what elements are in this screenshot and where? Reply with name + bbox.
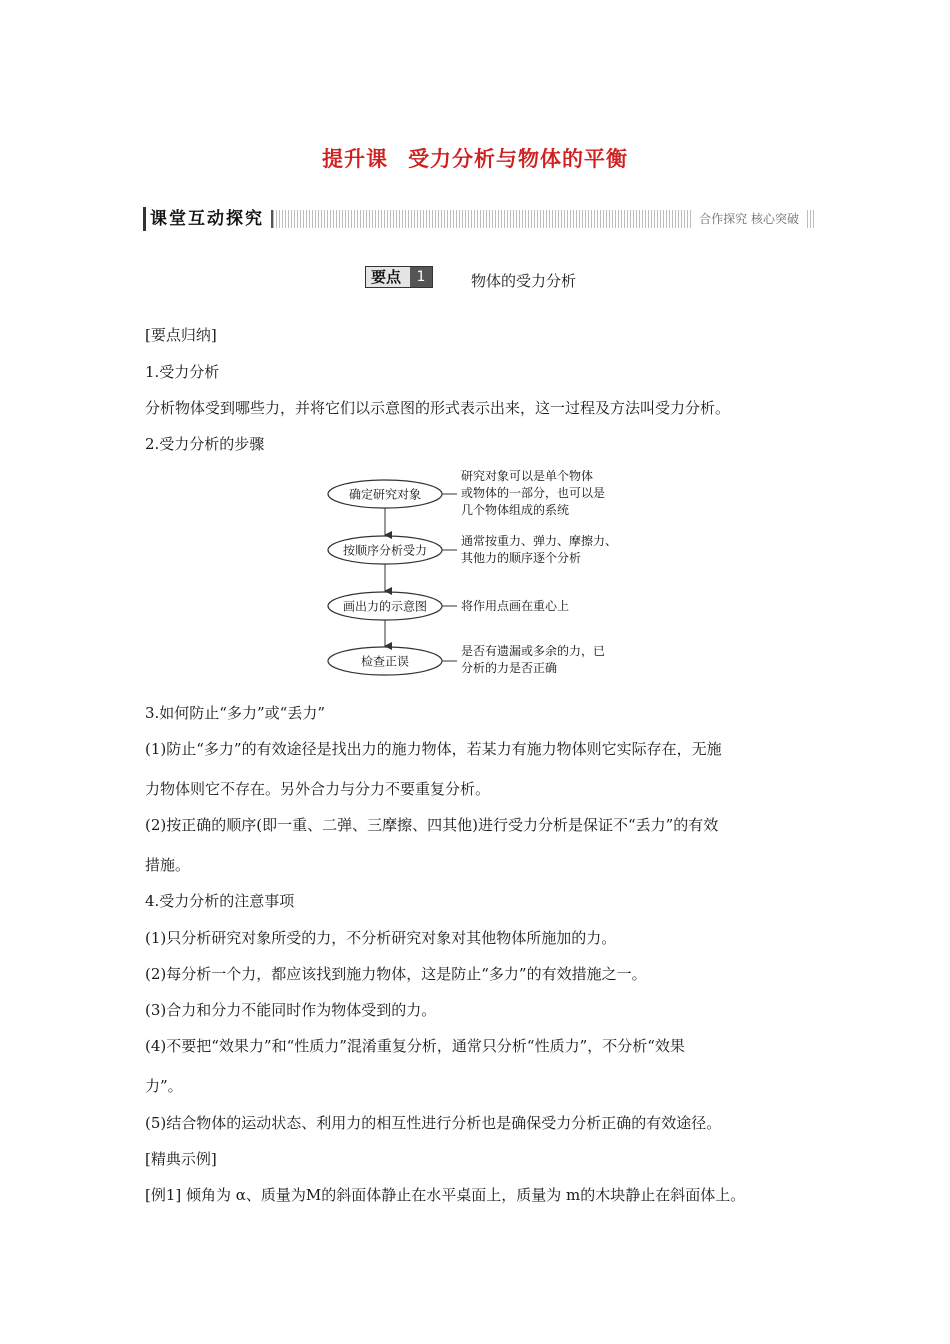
flow-note-2-line-1: 通常按重力、弹力、摩擦力、 [461, 534, 618, 548]
flow-note-1-line-1: 研究对象可以是单个物体 [461, 469, 594, 483]
text-line: 1.受力分析 [145, 363, 220, 381]
keypoint-word: 要点 [371, 268, 402, 286]
flow-step-2 [328, 536, 442, 564]
page-title [0, 143, 950, 173]
flow-step-3-label: 画出力的示意图 [342, 599, 428, 614]
banner-label: 课堂互动探究 [143, 207, 270, 231]
text-line: 2.受力分析的步骤 [145, 435, 265, 453]
text-line: [要点归纳] [145, 326, 217, 344]
text-line: [例1] 倾角为 α、质量为M的斜面体静止在水平桌面上，质量为 m的木块静止在斜面体上。 [145, 1186, 746, 1204]
keypoint-badge [365, 266, 433, 288]
flow-step-1 [328, 480, 442, 508]
text-line: (2)按正确的顺序(即一重、二弹、三摩擦、四其他)进行受力分析是保证不“丢力”的有效 [145, 816, 719, 834]
keypoint-number: 1 [410, 267, 432, 287]
text-line: 4.受力分析的注意事项 [145, 892, 295, 910]
keypoint-title: 物体的受力分析 [471, 272, 577, 290]
text-line: [精典示例] [145, 1150, 217, 1168]
flow-step-3 [328, 592, 442, 620]
text-line: (1)防止“多力”的有效途径是找出力的施力物体，若某力有施力物体则它实际存在，无施 [145, 740, 722, 758]
text-line: (3)合力和分力不能同时作为物体受到的力。 [145, 1001, 437, 1019]
title-part2: 受力分析与物体的平衡 [408, 147, 628, 171]
flow-note-4-line-2: 分析的力是否正确 [461, 661, 558, 675]
text-line: 力物体则它不存在。另外合力与分力不要重复分析。 [145, 780, 491, 798]
flowchart [325, 466, 645, 685]
text-line: 力”。 [145, 1077, 183, 1095]
text-line: (4)不要把“效果力”和“性质力”混淆重复分析，通常只分析“性质力”，不分析“效果 [145, 1037, 685, 1055]
text-line: 分析物体受到哪些力，并将它们以示意图的形式表示出来，这一过程及方法叫受力分析。 [145, 399, 731, 417]
text-line: (1)只分析研究对象所受的力，不分析研究对象对其他物体所施加的力。 [145, 929, 617, 947]
flow-step-1-label: 确定研究对象 [348, 487, 422, 502]
text-line: (2)每分析一个力，都应该找到施力物体，这是防止“多力”的有效措施之一。 [145, 965, 647, 983]
flow-note-1-line-3: 几个物体组成的系统 [461, 503, 570, 517]
flow-note-2-line-2: 其他力的顺序逐个分析 [461, 551, 582, 565]
text-line: 3.如何防止“多力”或“丢力” [145, 704, 325, 722]
section-banner [143, 207, 815, 231]
flow-note-3-line-1: 将作用点画在重心上 [461, 599, 570, 613]
text-line: 措施。 [145, 856, 191, 874]
flow-note-4-line-1: 是否有遗漏或多余的力，已 [461, 644, 606, 658]
text-line: (5)结合物体的运动状态、利用力的相互性进行分析也是确保受力分析正确的有效途径。 [145, 1114, 722, 1132]
banner-subtitle: 合作探究 核心突破 [693, 210, 805, 228]
flow-step-2-label: 按顺序分析受力 [342, 543, 428, 558]
flow-note-1-line-2: 或物体的一部分，也可以是 [461, 486, 606, 500]
title-part1: 提升课 [322, 147, 388, 171]
flow-step-4 [328, 647, 442, 675]
flow-step-4-label: 检查正误 [360, 654, 410, 669]
